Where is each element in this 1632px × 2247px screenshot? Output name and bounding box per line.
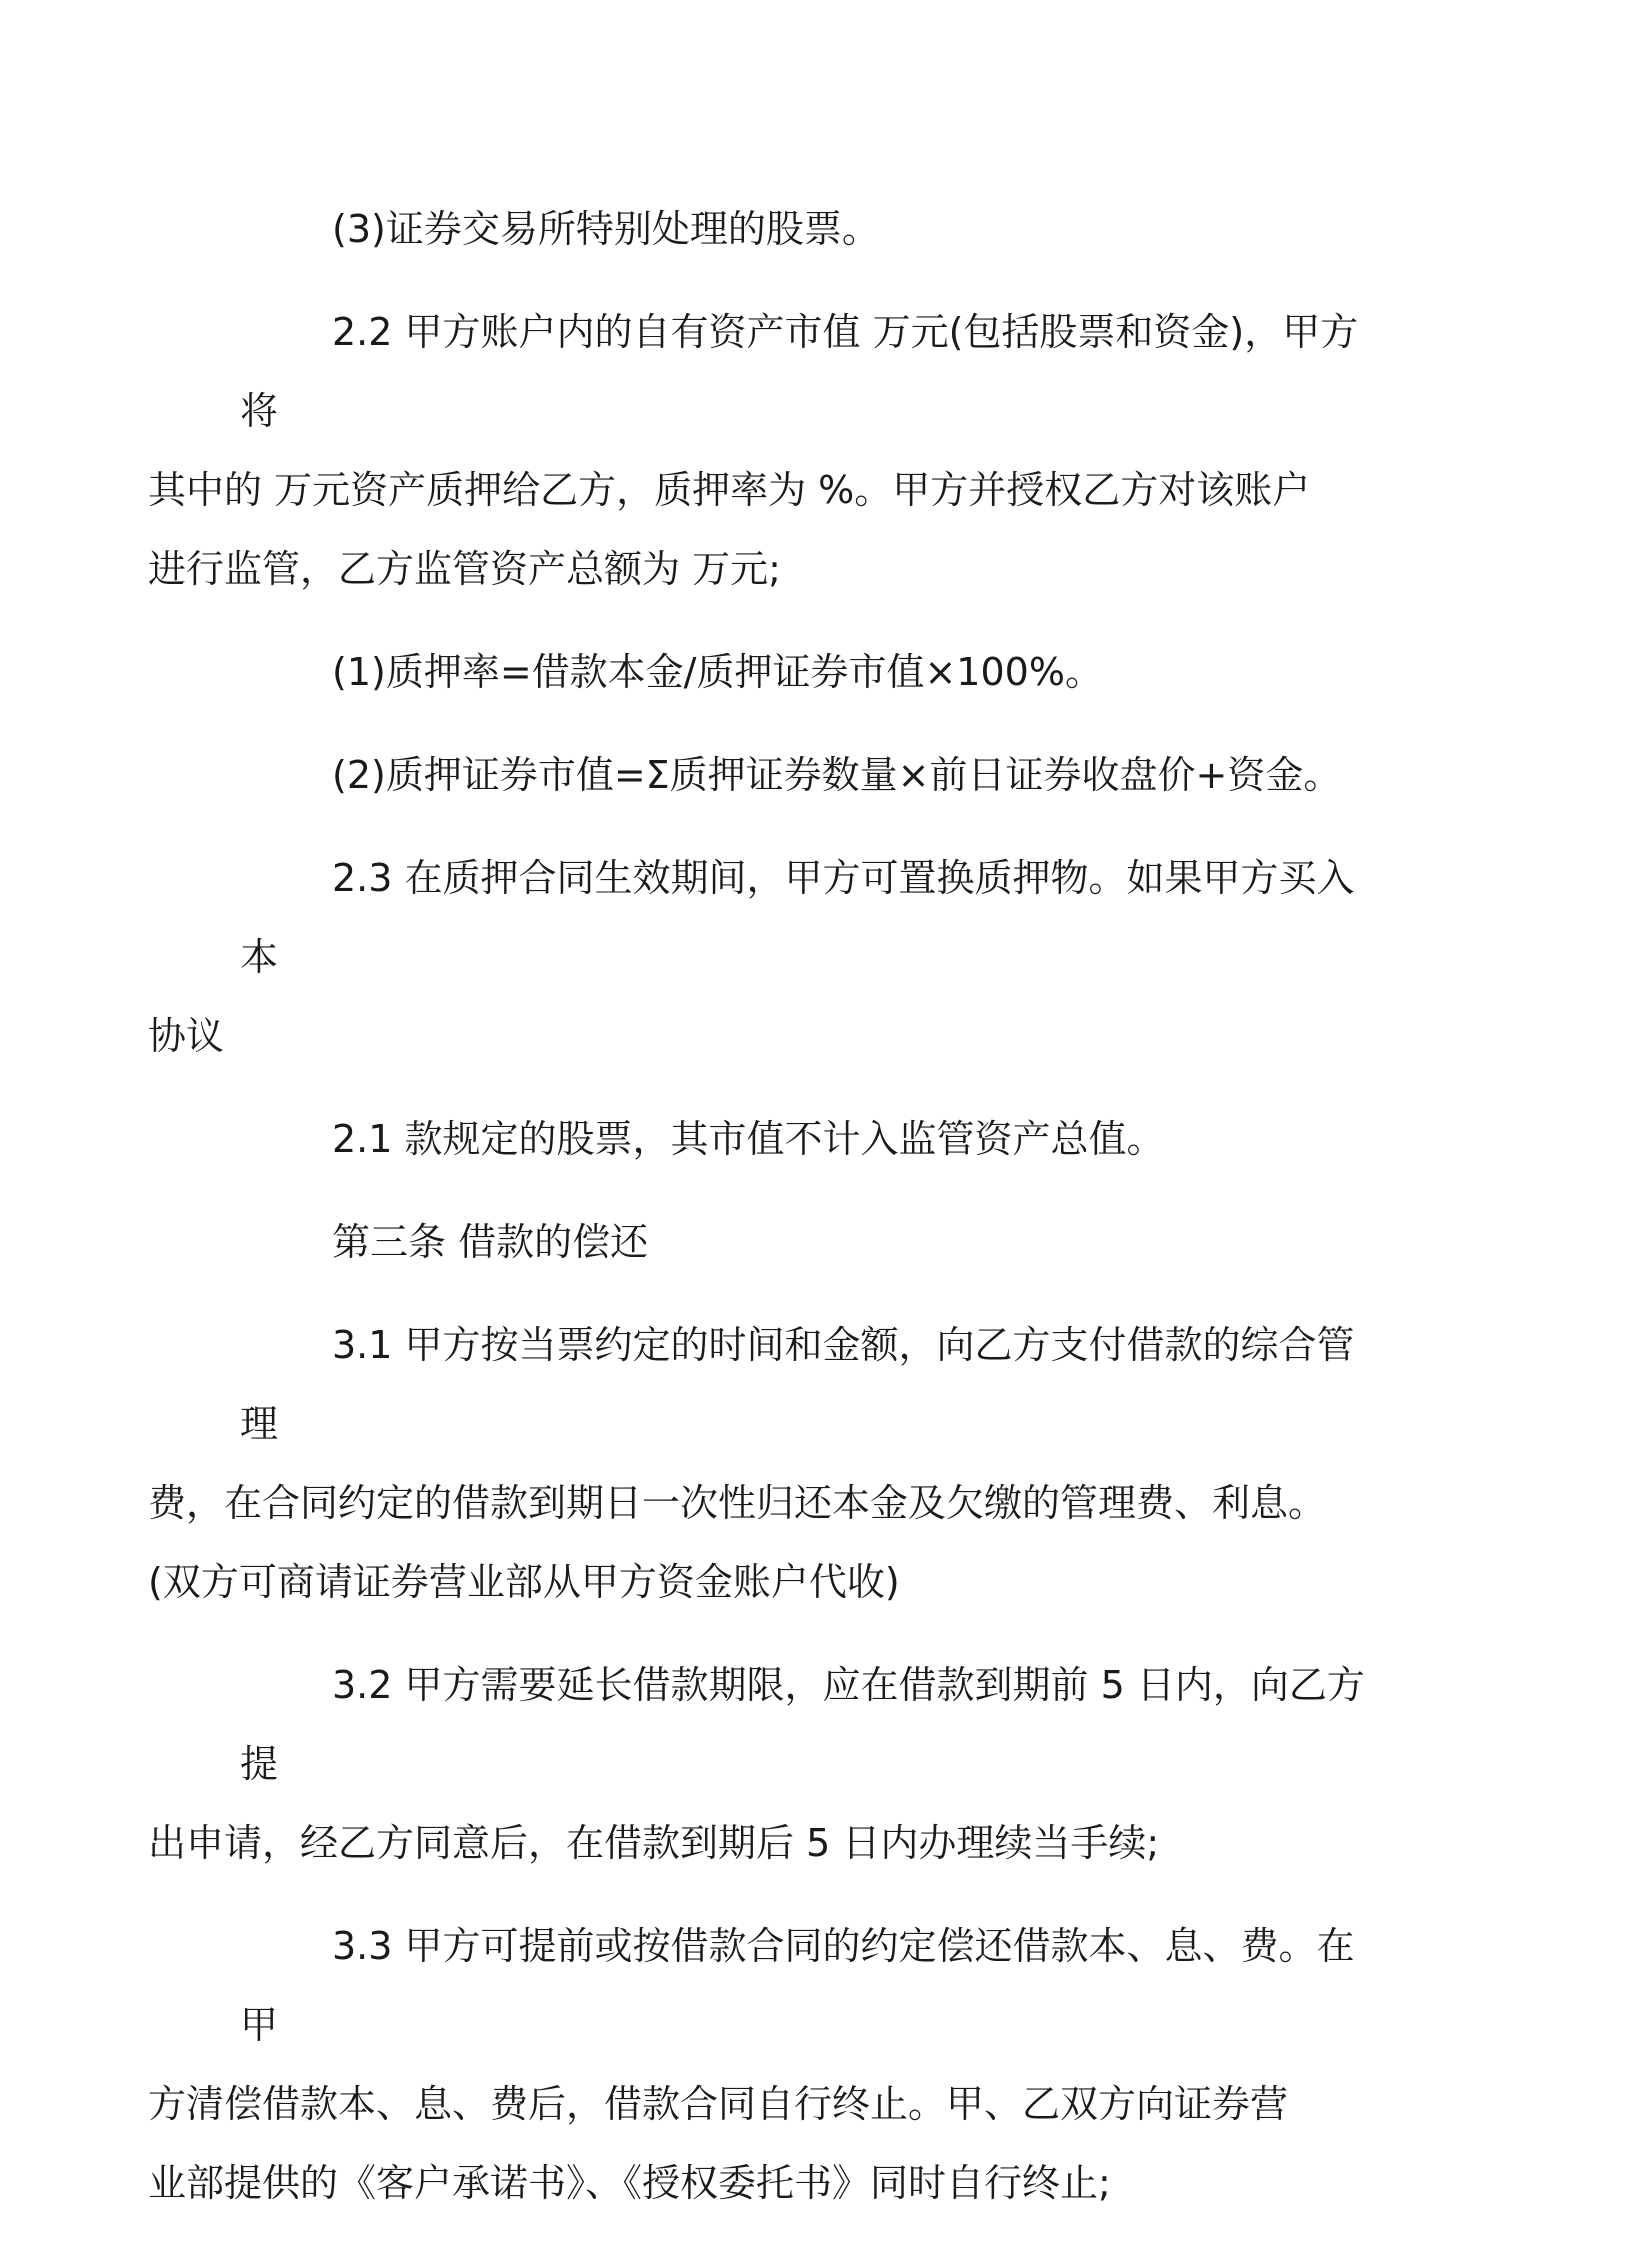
paragraph-line: 2.1 款规定的股票，其市值不计入监管资产总值。	[332, 1117, 1165, 1161]
paragraph-3-3	[148, 1907, 1372, 2223]
paragraph-line: (1)质押率=借款本金/质押证券市值×100%。	[332, 650, 1103, 694]
paragraph-line: 2.2 甲方账户内的自有资产市值 万元(包括股票和资金)，甲方将	[240, 310, 1359, 433]
document-body	[148, 190, 1372, 2247]
paragraph-2-2	[148, 293, 1372, 609]
section-heading: 第三条 借款的偿还	[332, 1220, 649, 1264]
paragraph-3-2	[148, 1646, 1372, 1883]
paragraph-line: 业部提供的《客户承诺书》、《授权委托书》同时自行终止;	[148, 2161, 1111, 2205]
paragraph-line: 3.1 甲方按当票约定的时间和金额，向乙方支付借款的综合管理	[240, 1323, 1355, 1446]
paragraph-line: 方清偿借款本、息、费后，借款合同自行终止。甲、乙双方向证券营	[148, 2082, 1289, 2126]
paragraph-line: 进行监管，乙方监管资产总额为 万元;	[148, 547, 781, 591]
paragraph-2-1	[240, 1100, 1372, 1179]
section-heading-article-3	[240, 1203, 1372, 1282]
paragraph-line: (2)质押证券市值=Σ质押证券数量×前日证券收盘价+资金。	[332, 753, 1342, 797]
paragraph-3-1	[148, 1306, 1372, 1622]
paragraph-3-special-treatment	[240, 190, 1372, 269]
paragraph-line: (3)证券交易所特别处理的股票。	[332, 207, 880, 251]
paragraph-2-3	[148, 839, 1372, 1076]
paragraph-line: 费，在合同约定的借款到期日一次性归还本金及欠缴的管理费、利息。	[148, 1481, 1327, 1525]
paragraph-line: 其中的 万元资产质押给乙方，质押率为 %。甲方并授权乙方对该账户	[148, 468, 1311, 512]
paragraph-line: 协议	[148, 1014, 225, 1058]
paragraph-market-value-formula	[240, 736, 1372, 815]
paragraph-line: 3.3 甲方可提前或按借款合同的约定偿还借款本、息、费。在甲	[240, 1924, 1355, 2047]
paragraph-line: 出申请，经乙方同意后，在借款到期后 5 日内办理续当手续;	[148, 1821, 1160, 1865]
paragraph-line: (双方可商请证券营业部从甲方资金账户代收)	[148, 1560, 900, 1604]
paragraph-line: 3.2 甲方需要延长借款期限，应在借款到期前 5 日内，向乙方提	[240, 1663, 1365, 1786]
paragraph-pledge-rate-formula	[240, 633, 1372, 712]
paragraph-line: 2.3 在质押合同生效期间，甲方可置换质押物。如果甲方买入本	[240, 856, 1355, 979]
